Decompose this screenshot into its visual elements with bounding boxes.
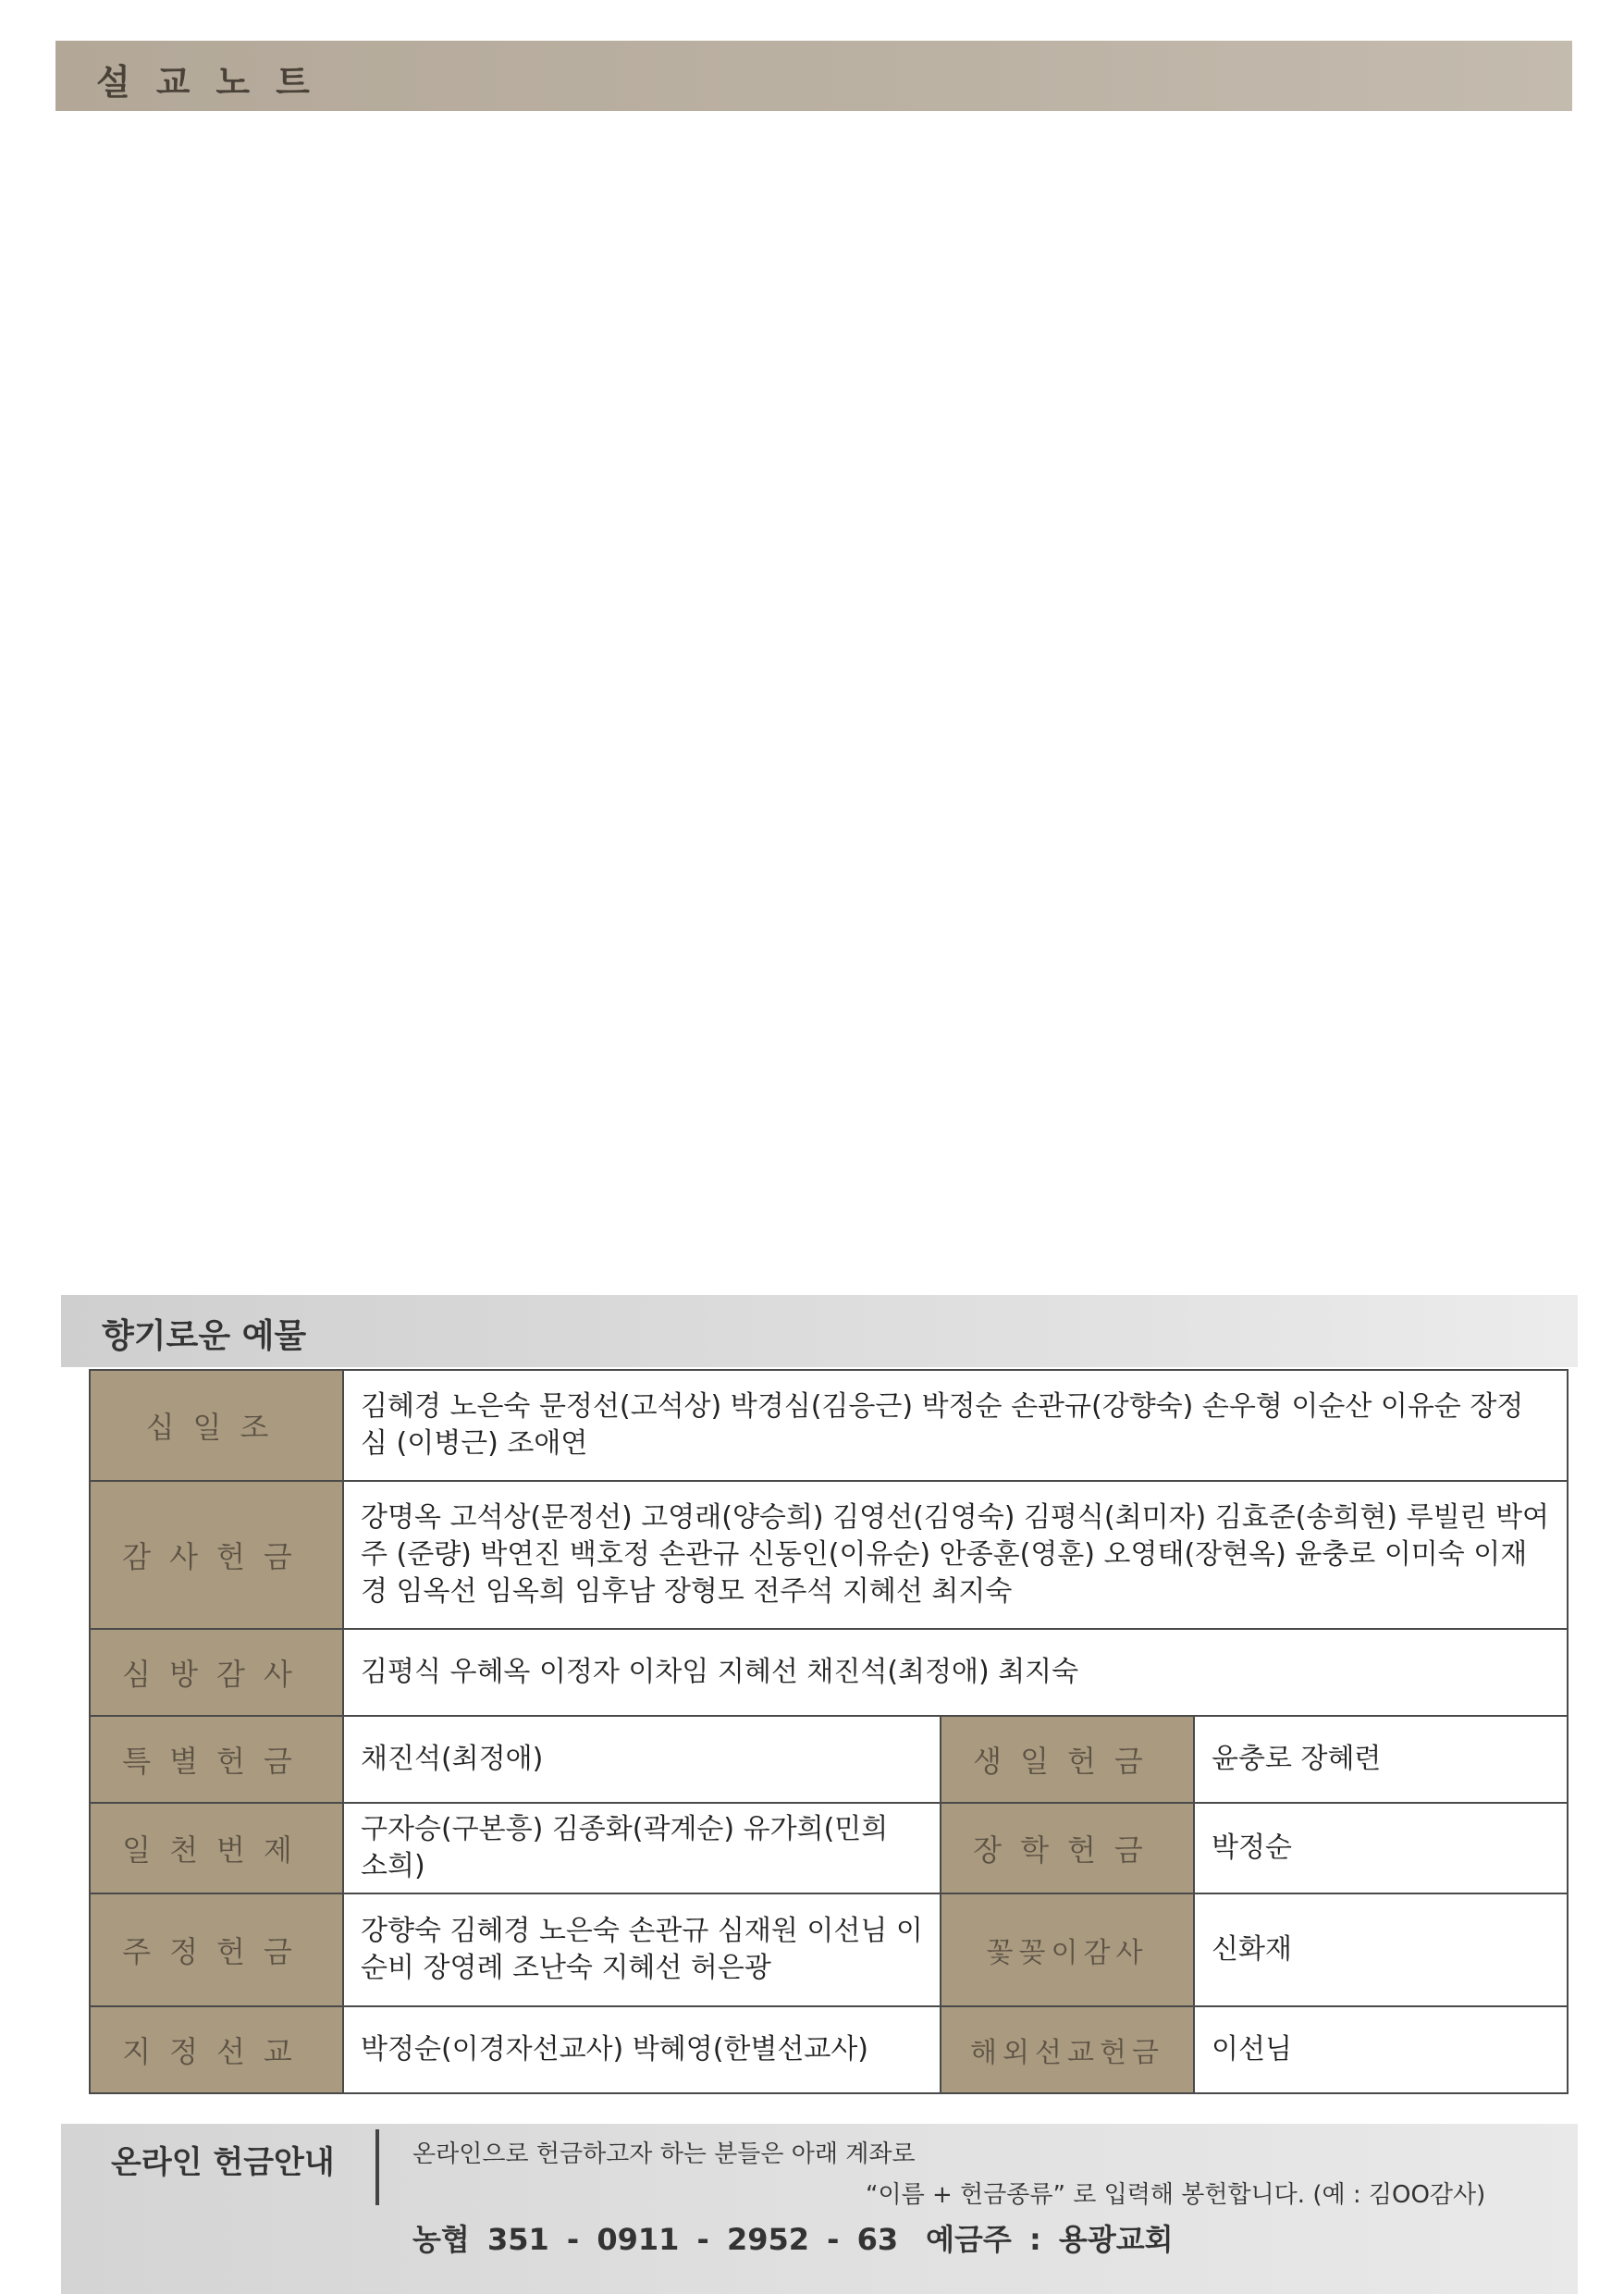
- row-value: 강향숙 김혜경 노은숙 손관규 심재원 이선님 이순비 장영례 조난숙 지혜선 허은광: [343, 1893, 941, 2006]
- row-label: 꽃꽂이감사: [941, 1893, 1194, 2006]
- row-label: 지정선교: [90, 2006, 343, 2093]
- table-row: [90, 2006, 1568, 2093]
- row-label: 감사헌금: [90, 1481, 343, 1629]
- table-row: [90, 1629, 1568, 1716]
- row-value: 강명옥 고석상(문정선) 고영래(양승희) 김영선(김영숙) 김평식(최미자) 김효준(송희현) 루빌린 박여주 (준량) 박연진 백호정 손관규 신동인(이유순) 안종훈(영훈) 오영태(장현옥) 윤충로 이미숙 이재경 임옥선 임옥희 임후남 장형모 전주석 지혜선 최지숙: [343, 1481, 1568, 1629]
- online-instructions-line1: 온라인으로 헌금하고자 하는 분들은 아래 계좌로: [412, 2140, 916, 2168]
- header-bar: [55, 41, 1572, 111]
- online-offering-bar: [61, 2124, 1578, 2294]
- table-row: [90, 1481, 1568, 1629]
- row-value: 김평식 우혜옥 이정자 이차임 지혜선 채진석(최정애) 최지숙: [343, 1629, 1568, 1716]
- table-row: [90, 1716, 1568, 1803]
- divider: [375, 2129, 379, 2205]
- account-holder: 예금주 : 용광교회: [926, 2222, 1174, 2257]
- offerings-title: 향기로운 예물: [102, 1317, 307, 1355]
- online-instructions-line2: “이름 + 헌금종류” 로 입력해 봉헌합니다. (예 : 김OO감사): [866, 2181, 1486, 2209]
- row-value: 신화재: [1194, 1893, 1568, 2006]
- row-label: 생일헌금: [941, 1716, 1194, 1803]
- row-value: 윤충로 장혜련: [1194, 1716, 1568, 1803]
- page-title: 설교노트: [96, 62, 336, 103]
- row-value: 이선님: [1194, 2006, 1568, 2093]
- row-label: 장학헌금: [941, 1803, 1194, 1893]
- row-value: 박정순(이경자선교사) 박혜영(한별선교사): [343, 2006, 941, 2093]
- bank-account-line: [412, 2216, 1174, 2259]
- row-value: 채진석(최정애): [343, 1716, 941, 1803]
- row-value: 구자승(구본흥) 김종화(곽계순) 유가희(민희 소희): [343, 1803, 941, 1893]
- online-offering-title: 온라인 헌금안내: [111, 2144, 335, 2181]
- table-row: [90, 1370, 1568, 1481]
- table-row: [90, 1803, 1568, 1893]
- row-label: 해외선교헌금: [941, 2006, 1194, 2093]
- row-label: 심방감사: [90, 1629, 343, 1716]
- offerings-table: [89, 1369, 1569, 2094]
- bank-account: 농협 351 - 0911 - 2952 - 63: [412, 2222, 899, 2257]
- row-label: 주정헌금: [90, 1893, 343, 2006]
- table-row: [90, 1893, 1568, 2006]
- sermon-notes-area: [55, 120, 1572, 1267]
- row-label: 일천번제: [90, 1803, 343, 1893]
- row-value: 김혜경 노은숙 문정선(고석상) 박경심(김응근) 박정순 손관규(강향숙) 손우형 이순산 이유순 장정심 (이병근) 조애연: [343, 1370, 1568, 1481]
- row-label: 특별헌금: [90, 1716, 343, 1803]
- offerings-section-bar: [61, 1295, 1578, 1367]
- row-label: 십일조: [90, 1370, 343, 1481]
- row-value: 박정순: [1194, 1803, 1568, 1893]
